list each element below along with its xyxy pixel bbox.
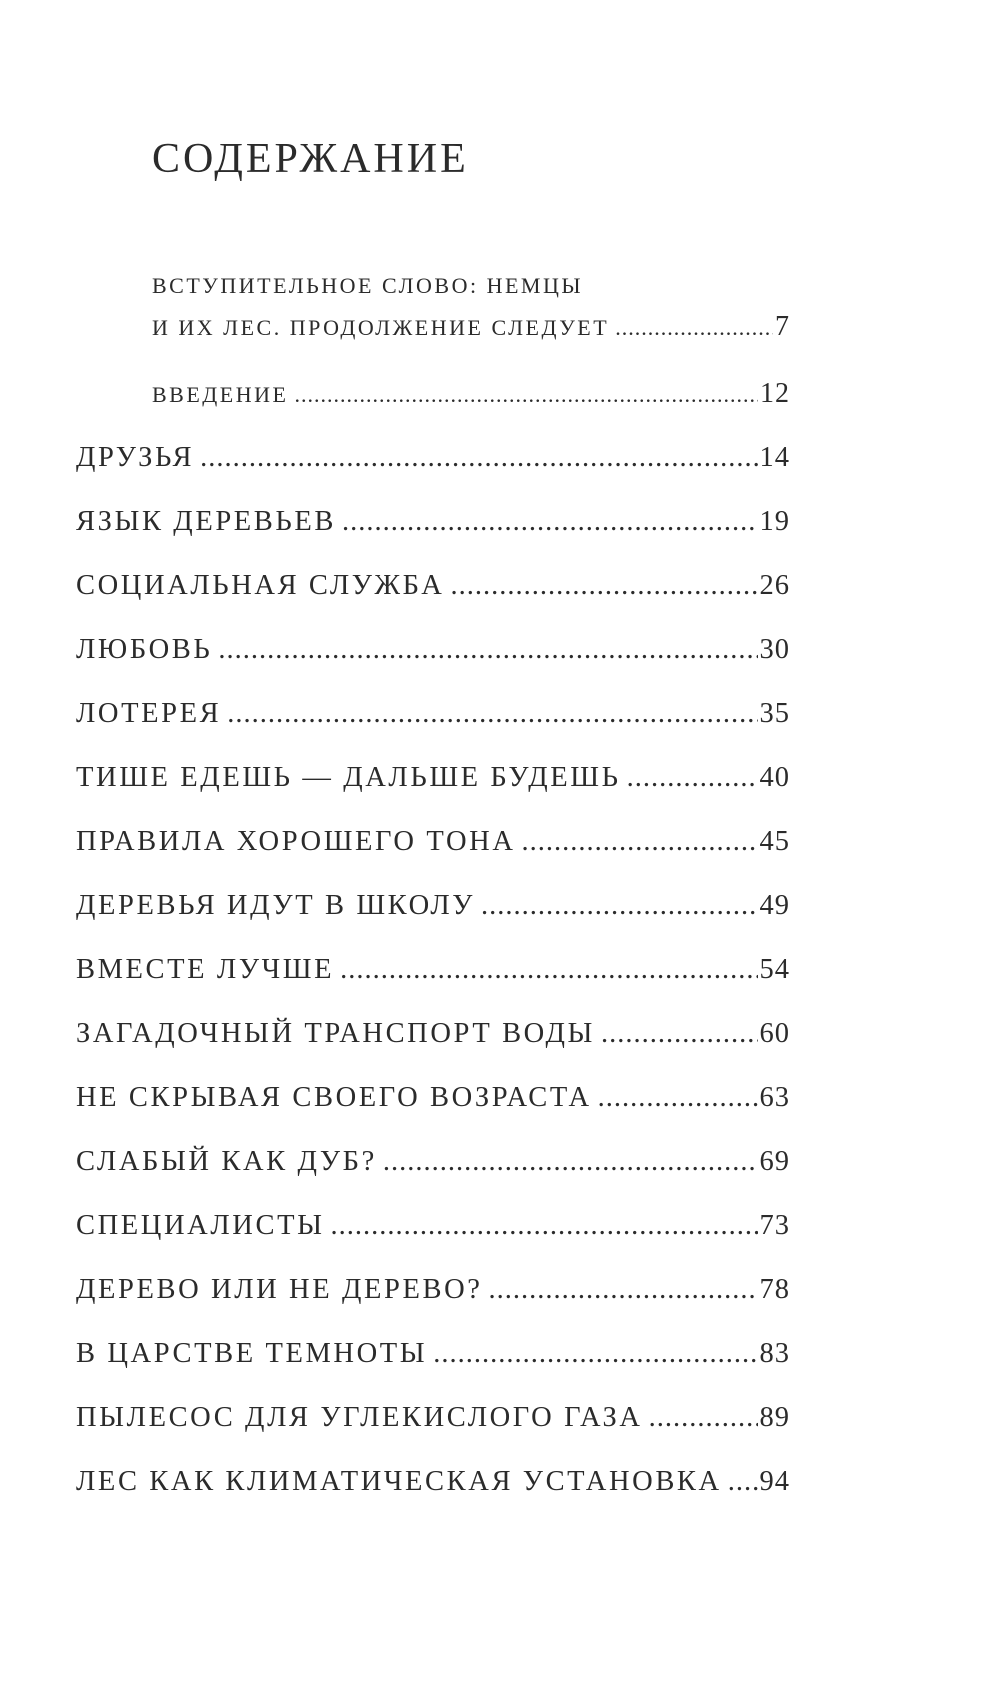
dot-leader	[522, 826, 758, 858]
toc-entry-chapter	[76, 442, 790, 474]
toc-entry-label: СПЕЦИАЛИСТЫ	[76, 1210, 325, 1241]
toc-page-number: 89	[759, 1402, 790, 1433]
toc-entry-label: ВМЕСТЕ ЛУЧШЕ	[76, 954, 335, 985]
dot-leader	[489, 1274, 758, 1306]
toc-entry-chapter	[76, 762, 790, 794]
toc-entry-label: ПРАВИЛА ХОРОШЕГО ТОНА	[76, 826, 516, 857]
toc-entry-chapter	[76, 506, 790, 538]
toc-page-number: 40	[759, 762, 790, 793]
toc-page-number: 78	[759, 1274, 790, 1305]
page-title: СОДЕРЖАНИЕ	[152, 136, 469, 182]
toc-page-number: 69	[759, 1146, 790, 1177]
toc-page-number: 54	[759, 954, 790, 985]
toc-entry-chapter	[76, 1210, 790, 1242]
toc-page-number: 49	[759, 890, 790, 921]
dot-leader	[342, 506, 758, 538]
toc-entry-label: НЕ СКРЫВАЯ СВОЕГО ВОЗРАСТА	[76, 1082, 592, 1113]
toc-entry-label: СЛАБЫЙ КАК ДУБ?	[76, 1146, 377, 1177]
toc-page-number: 30	[759, 634, 790, 665]
toc-entry-label: ДЕРЕВЬЯ ИДУТ В ШКОЛУ	[76, 890, 476, 921]
dot-leader	[218, 634, 757, 666]
toc-entry-foreword-line1: ВСТУПИТЕЛЬНОЕ СЛОВО: НЕМЦЫ	[152, 273, 584, 298]
toc-entry-chapter	[76, 634, 790, 666]
toc-page-number: 7	[775, 311, 790, 342]
toc-page-number: 35	[759, 698, 790, 729]
toc-page-number: 63	[759, 1082, 790, 1113]
dot-leader	[340, 954, 757, 986]
toc-entry-label: ДРУЗЬЯ	[76, 442, 195, 473]
toc-entry-chapter	[76, 1018, 790, 1050]
toc-entry-label: ДЕРЕВО ИЛИ НЕ ДЕРЕВО?	[76, 1274, 483, 1305]
dot-leader	[450, 570, 757, 602]
toc-entry-chapter	[76, 1082, 790, 1114]
toc-entry-label: И ИХ ЛЕС. ПРОДОЛЖЕНИЕ СЛЕДУЕТ	[152, 315, 610, 340]
dot-leader	[433, 1338, 757, 1370]
toc-page-number: 73	[759, 1210, 790, 1241]
toc-entry-label: СОЦИАЛЬНАЯ СЛУЖБА	[76, 570, 445, 601]
toc-page-number: 19	[759, 506, 790, 537]
dot-leader	[383, 1146, 758, 1178]
toc-entry-label: ВВЕДЕНИЕ	[152, 382, 289, 407]
toc-page-number: 94	[759, 1466, 790, 1497]
toc-page-number: 26	[759, 570, 790, 601]
toc-entry-chapter	[76, 1402, 790, 1434]
toc-page-number: 60	[759, 1018, 790, 1049]
dot-leader	[615, 315, 773, 341]
toc-entry-foreword	[152, 311, 790, 343]
toc-entry-chapter	[76, 698, 790, 730]
toc-entry-introduction	[152, 378, 790, 410]
toc-entry-chapter	[76, 1466, 790, 1498]
toc-entry-chapter	[76, 954, 790, 986]
dot-leader	[227, 698, 757, 730]
toc-entry-chapter	[76, 1146, 790, 1178]
toc-entry-label: ЯЗЫК ДЕРЕВЬЕВ	[76, 506, 336, 537]
toc-page-number: 14	[759, 442, 790, 473]
dot-leader	[294, 382, 758, 408]
dot-leader	[331, 1210, 758, 1242]
toc-entry-chapter	[76, 890, 790, 922]
toc-page-number: 45	[759, 826, 790, 857]
toc-entry-label: ЗАГАДОЧНЫЙ ТРАНСПОРТ ВОДЫ	[76, 1018, 595, 1049]
toc-entry-chapter	[76, 1274, 790, 1306]
toc-entry-chapter	[76, 570, 790, 602]
dot-leader	[601, 1018, 758, 1050]
toc-entry-label: В ЦАРСТВЕ ТЕМНОТЫ	[76, 1338, 428, 1369]
dot-leader	[728, 1466, 758, 1498]
toc-entry-label: ЛОТЕРЕЯ	[76, 698, 222, 729]
dot-leader	[481, 890, 757, 922]
toc-entry-label: ЛЕС КАК КЛИМАТИЧЕСКАЯ УСТАНОВКА	[76, 1466, 722, 1497]
dot-leader	[627, 762, 758, 794]
dot-leader	[200, 442, 757, 474]
toc-entry-chapter	[76, 826, 790, 858]
dot-leader	[598, 1082, 758, 1114]
toc-entry-label: ЛЮБОВЬ	[76, 634, 213, 665]
toc-page-number: 12	[760, 378, 790, 409]
toc-entry-chapter	[76, 1338, 790, 1370]
toc-entry-label: ТИШЕ ЕДЕШЬ — ДАЛЬШЕ БУДЕШЬ	[76, 762, 621, 793]
dot-leader	[649, 1402, 758, 1434]
toc-page-number: 83	[759, 1338, 790, 1369]
toc-entry-label: ПЫЛЕСОС ДЛЯ УГЛЕКИСЛОГО ГАЗА	[76, 1402, 643, 1433]
